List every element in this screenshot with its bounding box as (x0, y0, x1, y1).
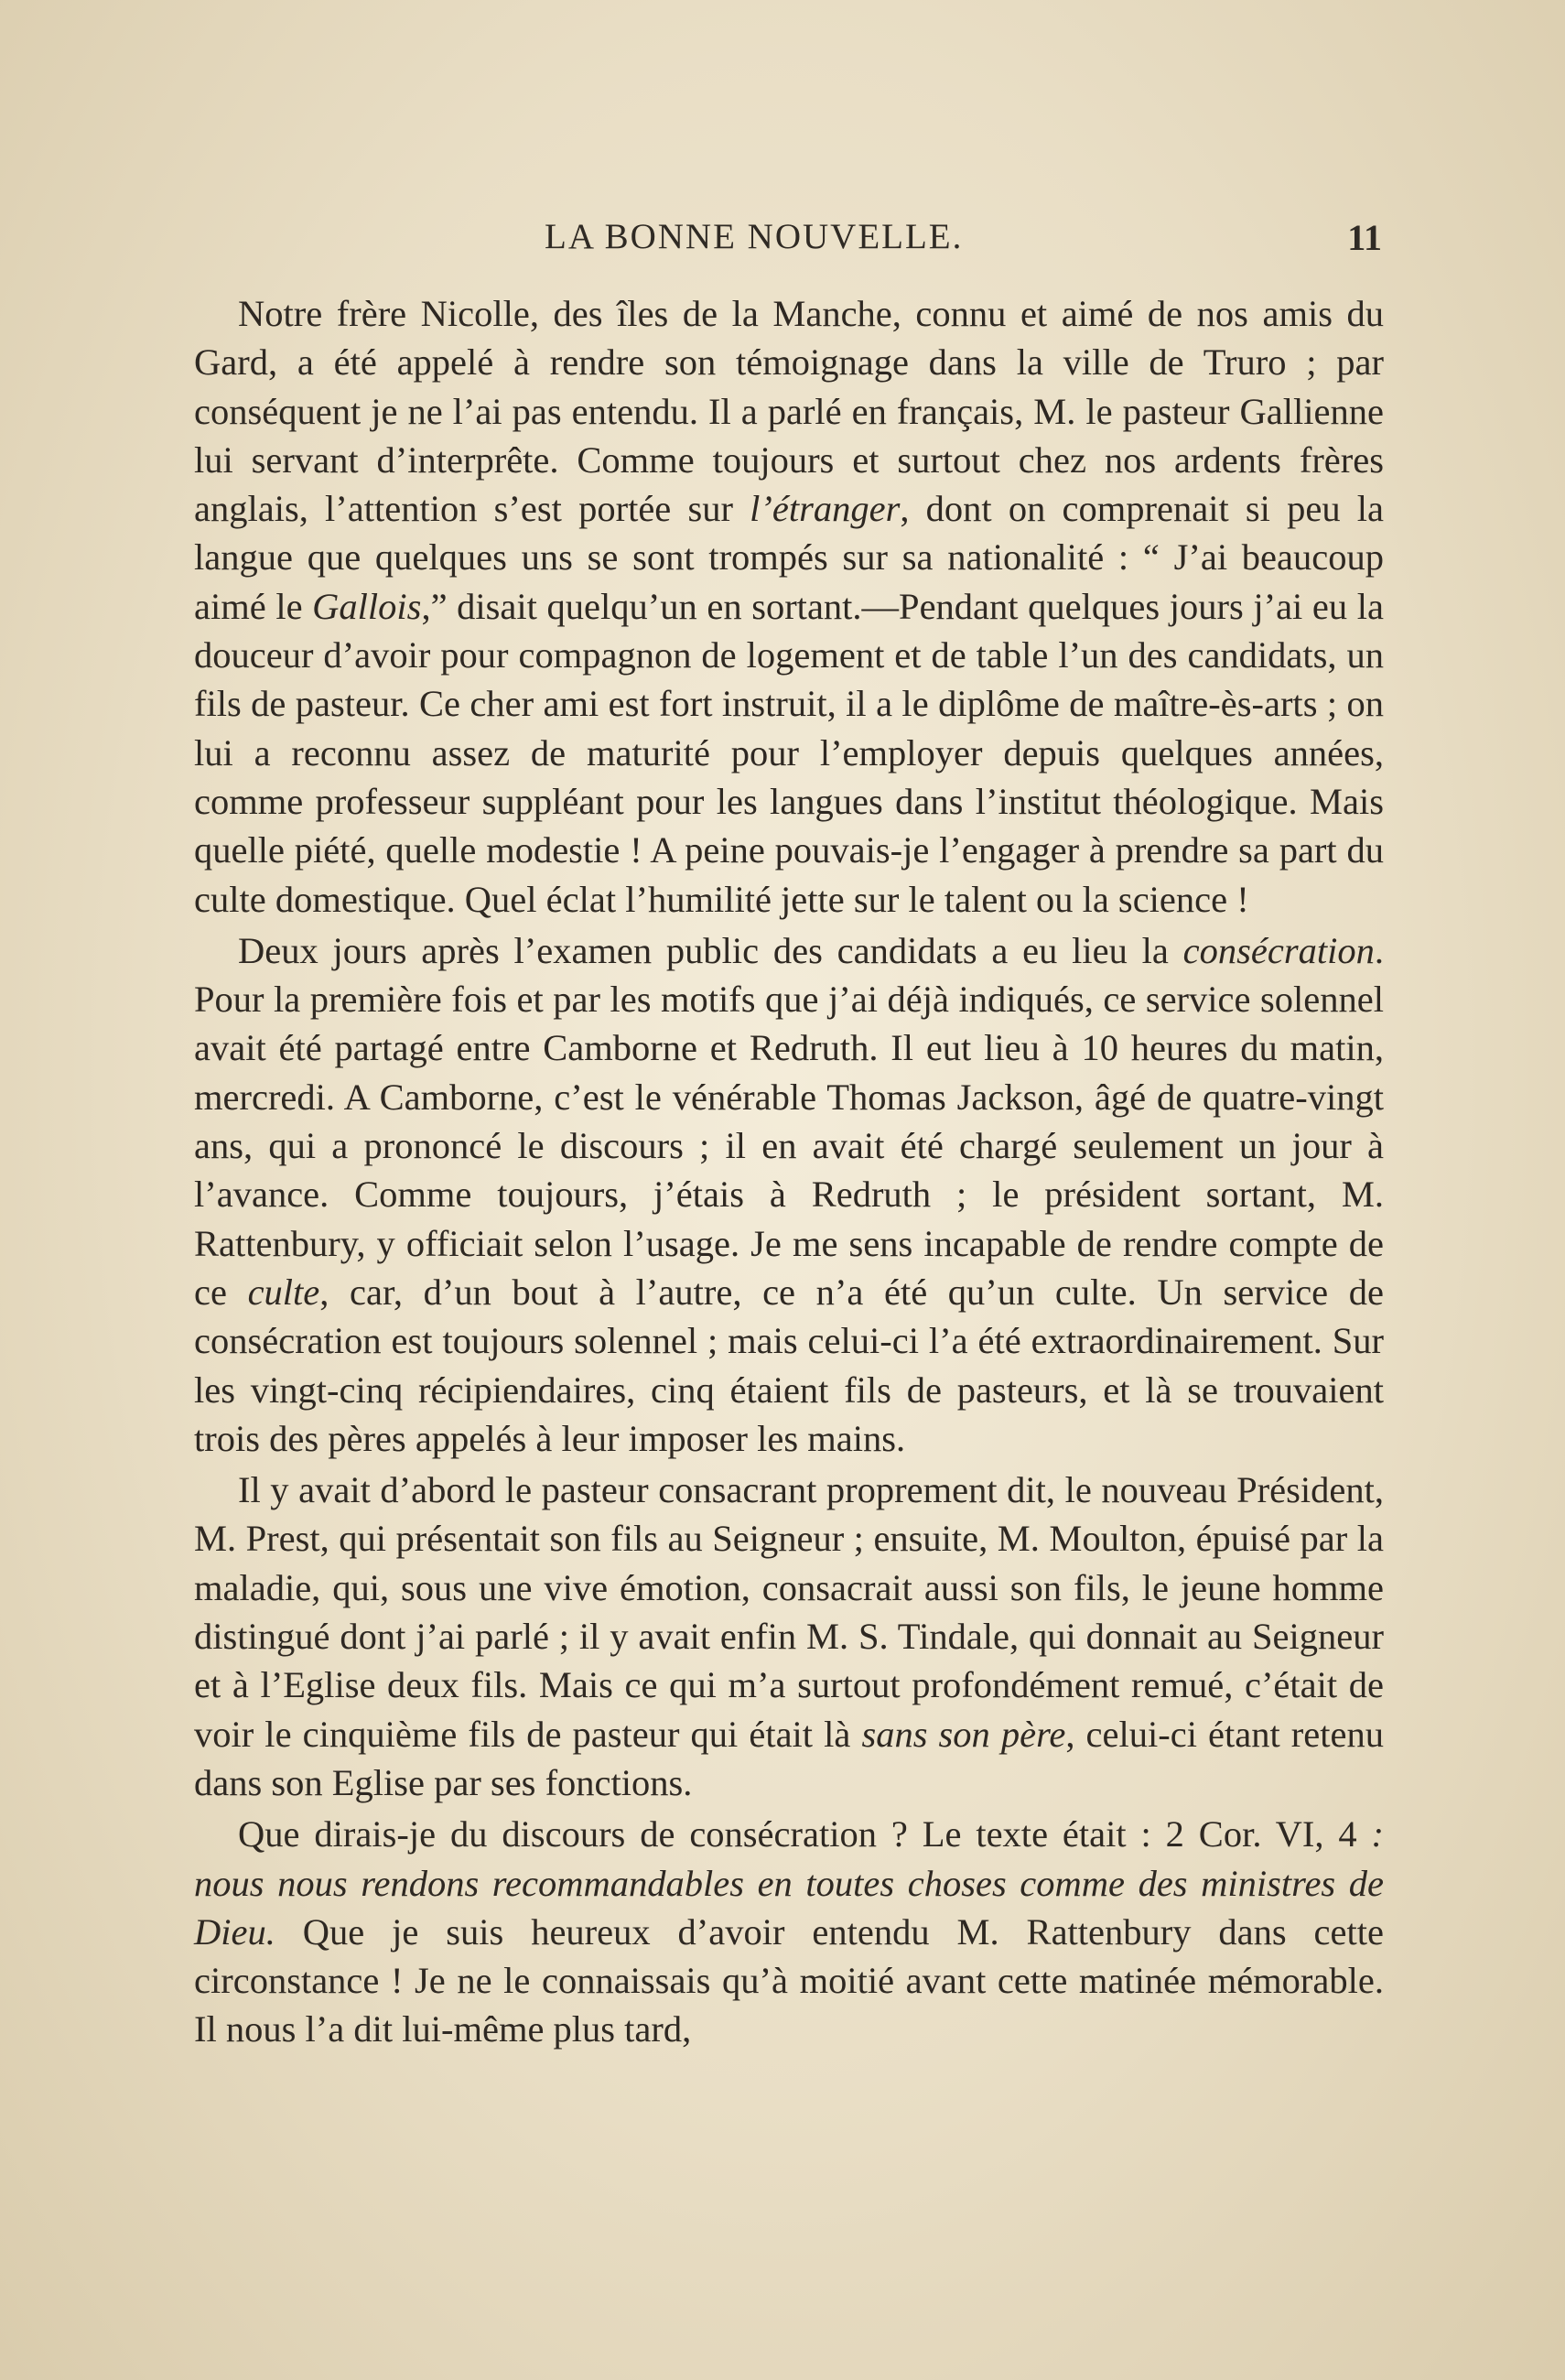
text-run: , car, d’un bout à l’autre, ce n’a été qu’un culte. Un service de consécration est toujours solennel ; mais celui-ci l’a été extraordinairement. Sur les vingt-cinq récipiendaires, cinq étaient fils de pasteurs, et là se trouvaient trois des pères appelés à leur imposer les mains. (194, 1271, 1384, 1459)
text-run: Deux jours après l’examen public des candidats a eu lieu la (238, 929, 1183, 971)
italic-run: culte (247, 1271, 320, 1313)
italic-run: Gallois (312, 585, 422, 627)
text-run: Que je suis heureux d’avoir entendu M. Rattenbury dans cette circonstance ! Je ne le connaissais qu’à moitié avant cette matinée mémorable. Il nous l’a dit lui-même plus tard, (194, 1910, 1384, 2050)
body-text (194, 289, 1384, 2057)
paragraph (194, 289, 1384, 924)
text-run: Que dirais-je du discours de consécration ? Le texte était : 2 Cor. VI, 4 (238, 1813, 1372, 1855)
text-run: ,” disait quelqu’un en sortant.—Pendant quelques jours j’ai eu la douceur d’avoir pour compagnon de logement et de table l’un des candidats, un fils de pasteur. Ce cher ami est fort instruit, il a le diplôme de maître-ès-arts ; on lui a reconnu assez de maturité pour l’employer depuis quelques années, comme professeur suppléant pour les langues dans l’institut théologique. Mais quelle piété, quelle modestie ! A peine pouvais-je l’engager à prendre sa part du culte domestique. Quel éclat l’humilité jette sur le talent ou la science ! (194, 585, 1384, 920)
paragraph (194, 1810, 1384, 2053)
paragraph (194, 1466, 1384, 1807)
page-header (192, 216, 1382, 271)
italic-run: sans son père (861, 1713, 1066, 1755)
page-number: 11 (1347, 217, 1382, 258)
paragraph (194, 926, 1384, 1463)
italic-run: l’étranger (750, 488, 901, 530)
text-run: Notre frère Nicolle, des îles de la Manche, connu et aimé de nos amis du Gard, a été appelé à rendre son témoignage dans la ville de Truro ; par conséquent je ne l’ai pas entendu. Il a parlé en français, M. le pasteur Gallienne lui servant d’interprête. Comme toujours et surtout chez nos ardents frères anglais, l’attention s’est portée sur (194, 293, 1384, 530)
italic-run: : nous nous rendons recommandables en toutes choses comme des ministres de Dieu. (194, 1813, 1384, 1953)
running-head: LA BONNE NOUVELLE. (545, 217, 964, 256)
text-run: Il y avait d’abord le pasteur consacrant proprement dit, le nouveau Président, M. Prest, qui présentait son fils au Seigneur ; ensuite, M. Moulton, épuisé par la maladie, qui, sous une vive émotion, consacrait aussi son fils, le jeune homme distingué dont j’ai parlé ; il y avait enfin M. S. Tindale, qui donnait au Seigneur et à l’Eglise deux fils. Mais ce qui m’a surtout profondément remué, c’était de voir le cinquième fils de pasteur qui était là (194, 1469, 1384, 1755)
text-run: , celui-ci étant retenu dans son Eglise par ses fonctions. (194, 1713, 1384, 1803)
text-run: , dont on comprenait si peu la langue que quelques uns se sont trompés sur sa nationalité : “ J’ai beaucoup aimé le (194, 488, 1385, 627)
text-run: . Pour la première fois et par les motifs que j’ai déjà indiqués, ce service solennel avait été partagé entre Camborne et Redruth. Il eut lieu à 10 heures du matin, mercredi. A Camborne, c’est le vénérable Thomas Jackson, âgé de quatre-vingt ans, qui a prononcé le discours ; il en avait été chargé seulement un jour à l’avance. Comme toujours, j’étais à Redruth ; le président sortant, M. Rattenbury, y officiait selon l’usage. Je me sens incapable de rendre compte de ce (194, 929, 1384, 1313)
italic-run: consécration (1182, 929, 1375, 971)
